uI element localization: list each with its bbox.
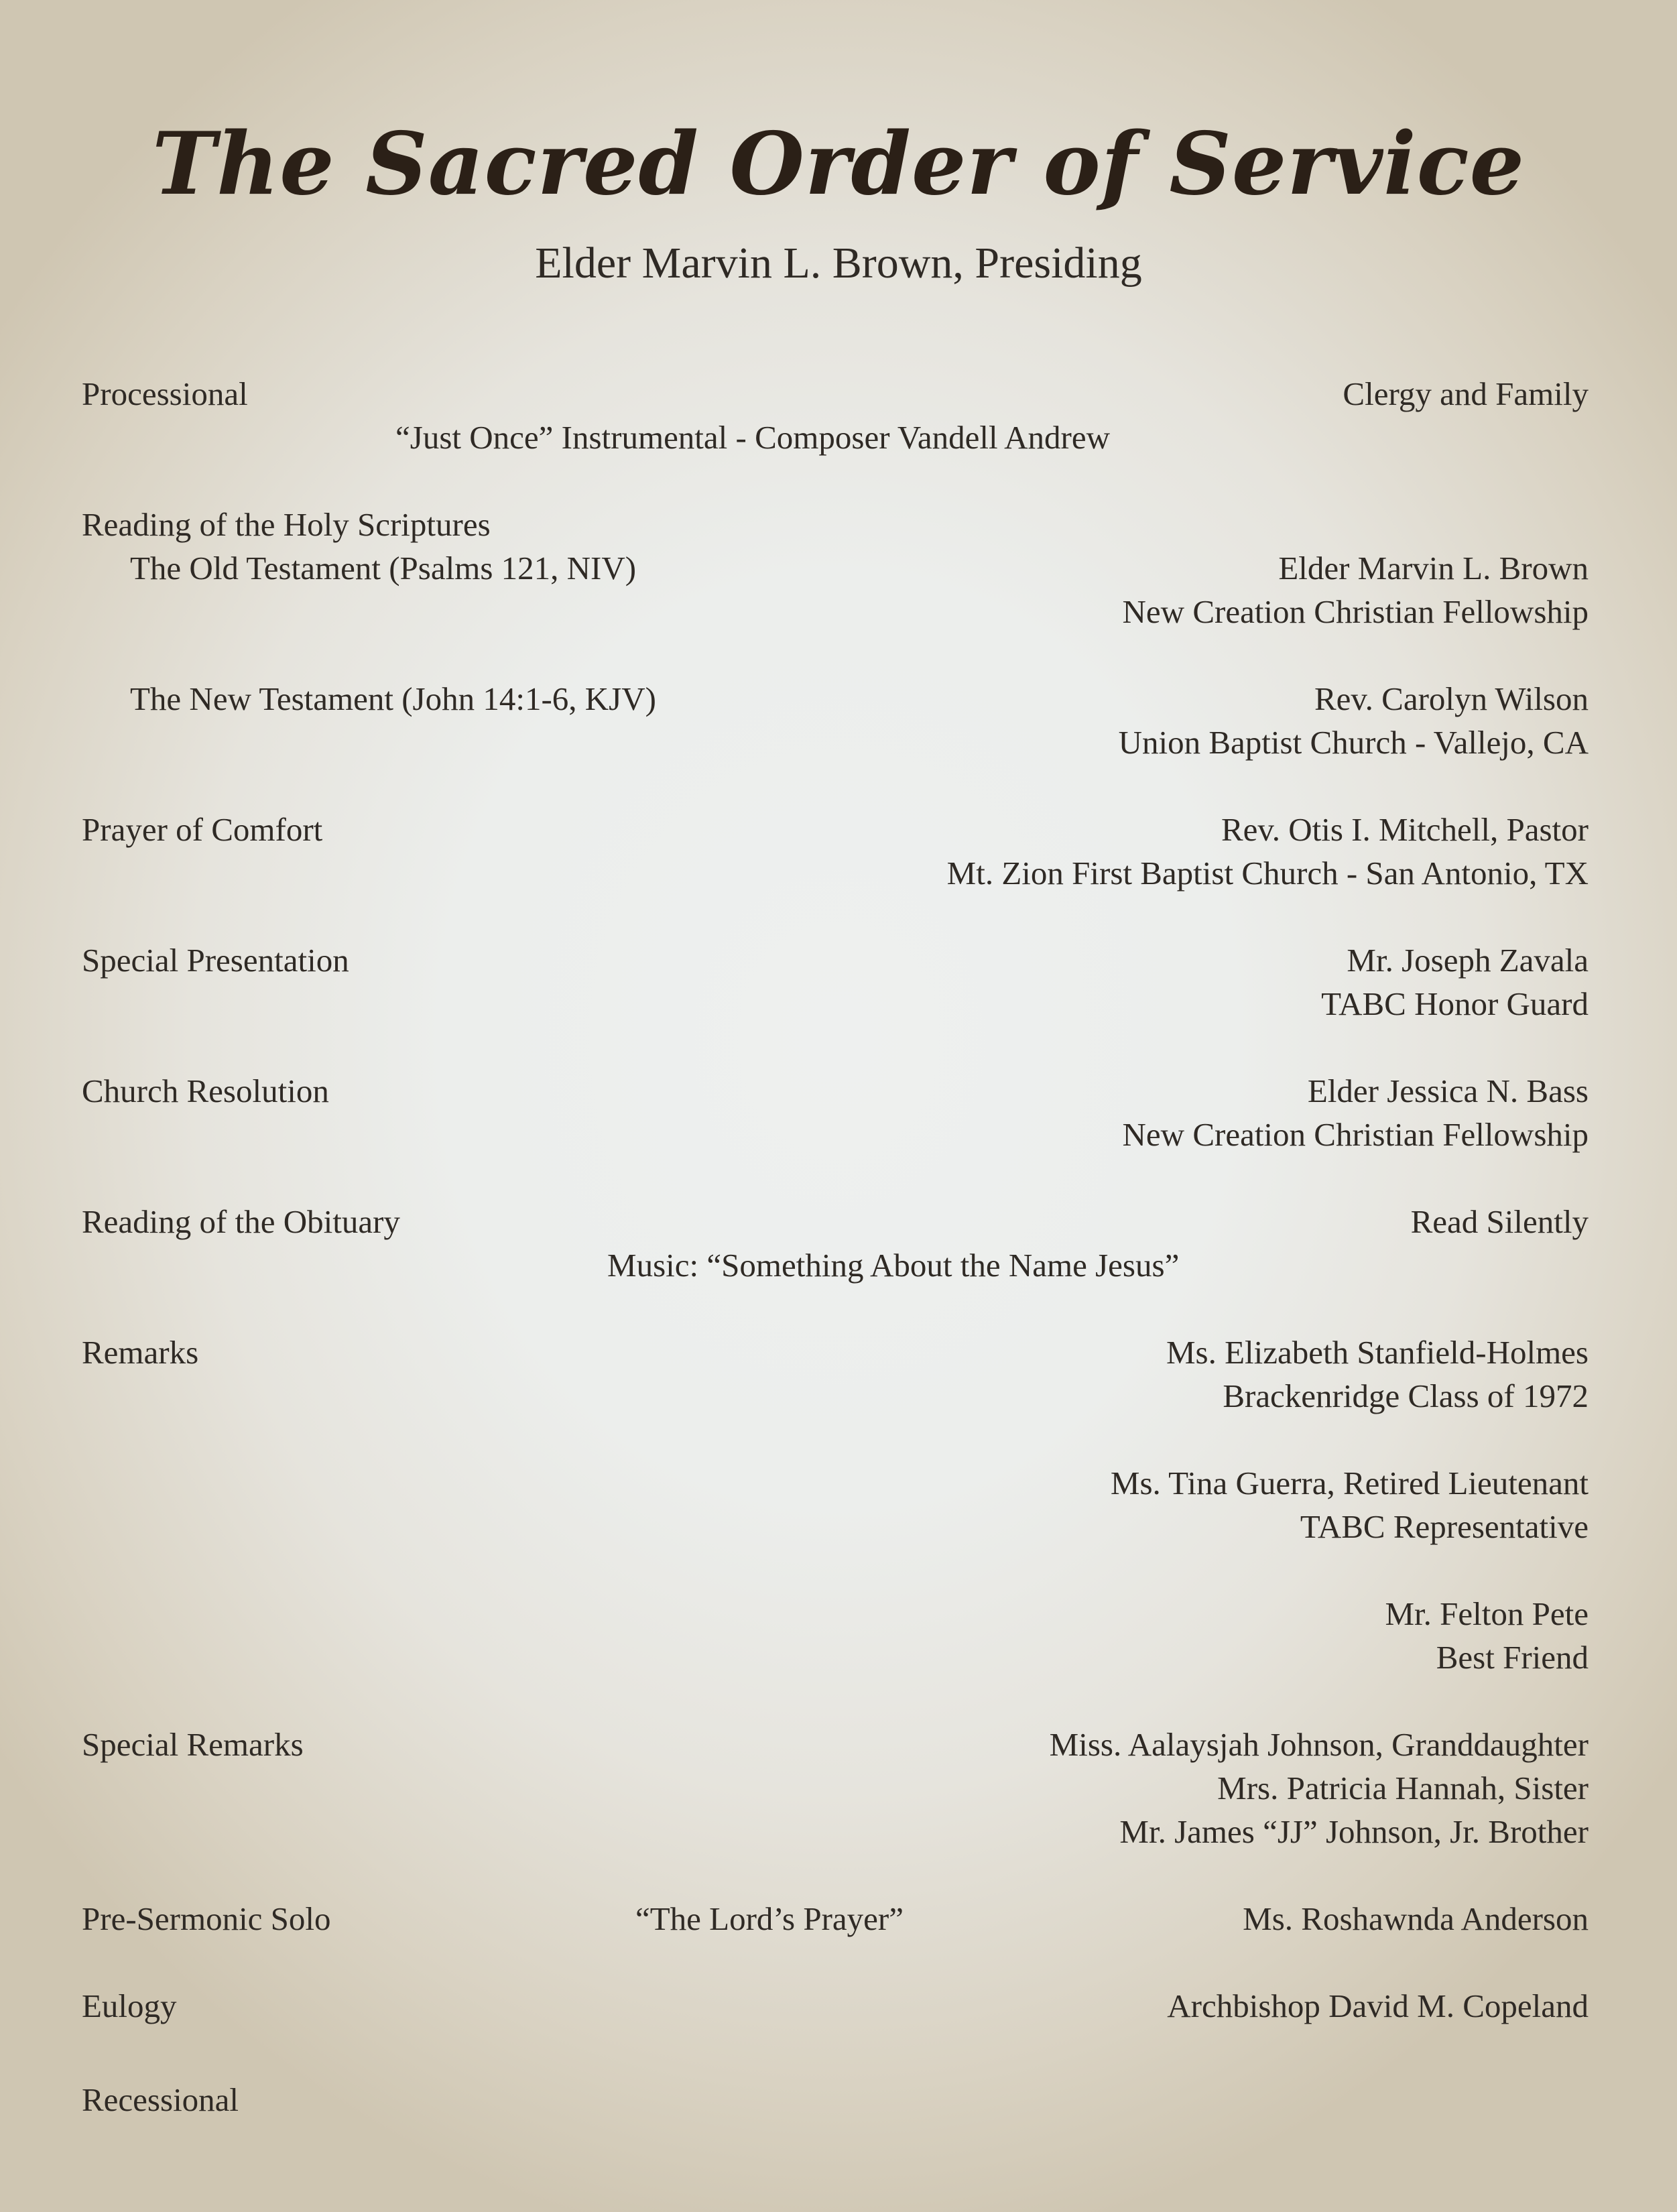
new-testament-label: The New Testament (John 14:1-6, KJV) — [130, 680, 656, 717]
remarks-speaker-affiliation: Brackenridge Class of 1972 — [1223, 1377, 1589, 1414]
processional-music: “Just Once” Instrumental - Composer Vandell Andrew — [395, 419, 1110, 456]
remarks-speaker-name: Mr. Felton Pete — [1385, 1595, 1589, 1632]
scriptures-label: Reading of the Holy Scriptures — [82, 506, 491, 543]
special-remarks-speaker: Mr. James “JJ” Johnson, Jr. Brother — [1119, 1813, 1589, 1850]
remarks-label: Remarks — [82, 1334, 199, 1371]
remarks-speaker-affiliation: TABC Representative — [1300, 1508, 1589, 1545]
presentation-label: Special Presentation — [82, 942, 349, 979]
processional-participants: Clergy and Family — [1343, 375, 1589, 412]
remarks-speaker-name: Ms. Tina Guerra, Retired Lieutenant — [1110, 1465, 1589, 1501]
obituary-music: Music: “Something About the Name Jesus” — [607, 1247, 1180, 1284]
remarks-speaker-affiliation: Best Friend — [1436, 1639, 1589, 1676]
eulogy-label: Eulogy — [82, 1987, 177, 2024]
old-testament-affiliation: New Creation Christian Fellowship — [1122, 593, 1589, 630]
new-testament-reader: Rev. Carolyn Wilson — [1314, 680, 1589, 717]
special-remarks-label: Special Remarks — [82, 1726, 304, 1763]
prayer-affiliation: Mt. Zion First Baptist Church - San Antonio, TX — [946, 855, 1589, 892]
presentation-name: Mr. Joseph Zavala — [1347, 942, 1589, 979]
solo-song: “The Lord’s Prayer” — [635, 1900, 904, 1937]
solo-label: Pre-Sermonic Solo — [82, 1900, 331, 1937]
page-title: The Sacred Order of Service — [151, 114, 1526, 214]
resolution-label: Church Resolution — [82, 1072, 329, 1109]
special-remarks-speaker: Mrs. Patricia Hannah, Sister — [1217, 1770, 1589, 1806]
obituary-note: Read Silently — [1410, 1203, 1589, 1240]
presentation-affiliation: TABC Honor Guard — [1321, 985, 1589, 1022]
solo-name: Ms. Roshawnda Anderson — [1243, 1900, 1589, 1937]
page-subtitle: Elder Marvin L. Brown, Presiding — [535, 239, 1142, 288]
prayer-name: Rev. Otis I. Mitchell, Pastor — [1221, 811, 1589, 848]
old-testament-label: The Old Testament (Psalms 121, NIV) — [130, 550, 637, 587]
obituary-label: Reading of the Obituary — [82, 1203, 400, 1240]
recessional-label: Recessional — [82, 2081, 239, 2118]
resolution-name: Elder Jessica N. Bass — [1307, 1072, 1589, 1109]
eulogy-name: Archbishop David M. Copeland — [1167, 1987, 1589, 2024]
remarks-speaker-name: Ms. Elizabeth Stanfield-Holmes — [1166, 1334, 1589, 1371]
prayer-label: Prayer of Comfort — [82, 811, 323, 848]
resolution-affiliation: New Creation Christian Fellowship — [1122, 1116, 1589, 1153]
new-testament-affiliation: Union Baptist Church - Vallejo, CA — [1118, 724, 1589, 761]
processional-label: Processional — [82, 375, 248, 412]
old-testament-reader: Elder Marvin L. Brown — [1278, 550, 1589, 587]
special-remarks-speaker: Miss. Aalaysjah Johnson, Granddaughter — [1049, 1726, 1589, 1763]
